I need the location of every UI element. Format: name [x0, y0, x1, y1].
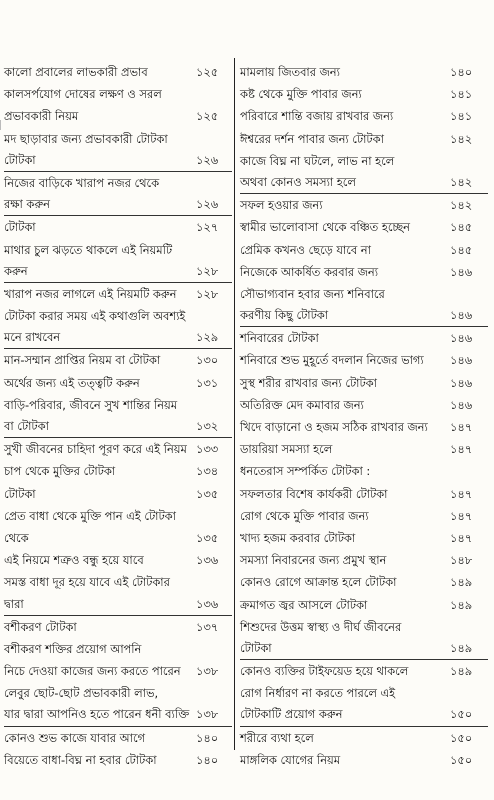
toc-entry-page: ১৪৭	[450, 420, 473, 434]
toc-entry-title: ঈশ্বরের দর্শন পাবার জন্য টোটকা	[240, 131, 384, 146]
toc-entry	[240, 150, 488, 172]
toc-entry-title: সফলতার বিশেষ কার্যকরী টোটকা	[240, 486, 388, 501]
toc-entry	[4, 616, 232, 638]
toc-entry-page: ১৩৭	[196, 619, 219, 634]
toc-entry-title: করণীয় কিছু টোটকা	[240, 308, 329, 323]
toc-entry	[4, 638, 232, 660]
toc-entry	[240, 483, 488, 505]
toc-entry-title: কালসর্পযোগ দোষের লক্ষণ ও সরল	[4, 87, 162, 102]
toc-entry-title: টোটকা	[4, 486, 36, 501]
toc-entry-title: শিশুদের উত্তম স্বাস্থ্য ও দীর্ঘ জীবনের	[240, 619, 402, 634]
toc-entry	[240, 372, 488, 394]
toc-entry-title: সুস্থ শরীর রাখবার জন্য টোটকা	[240, 375, 377, 390]
toc-entry-page: ১৪০	[196, 730, 219, 745]
toc-entry-title: শনিবারে শুভ মুহূর্তে বদলান নিজের ভাগ্য	[240, 353, 424, 368]
toc-entry	[240, 327, 488, 349]
toc-entry	[240, 594, 488, 616]
toc-entry-page: ১২৮	[196, 263, 219, 278]
toc-entry-page: ১৪৫	[450, 220, 473, 235]
toc-entry	[240, 261, 488, 283]
toc-entry-title: টোটকা করার সময় এই কথাগুলি অবশ্যই	[4, 309, 186, 324]
toc-entry-title: অর্থের জন্য এই তত্ত্বটি করুন	[4, 375, 140, 390]
toc-entry	[240, 438, 488, 460]
toc-entry-page: ১৪৭	[450, 442, 473, 457]
toc-entry-title: সমস্ত বাধা দূর হয়ে যাবে এই টোটকার	[4, 575, 170, 590]
toc-entry	[240, 349, 488, 371]
toc-entry	[4, 105, 232, 127]
toc-entry	[4, 305, 232, 327]
toc-entry-page: ১৪৬	[450, 308, 473, 323]
toc-entry	[4, 549, 232, 571]
toc-entry-page: ১২৫	[196, 109, 219, 124]
toc-entry	[240, 616, 488, 638]
toc-entry	[4, 727, 232, 749]
toc-entry-title: কালো প্রবালের লাভকারী প্রভাব	[4, 65, 148, 79]
toc-entry-title: প্রভাবকারী নিয়ম	[4, 109, 79, 124]
toc-entry-page: ১২৭	[196, 220, 219, 235]
toc-entry	[4, 150, 232, 172]
toc-entry-title: স্বামীর ভালোবাসা থেকে বঞ্চিত হচ্ছেন	[240, 220, 410, 235]
toc-entry-page: ১৪৯	[450, 597, 473, 612]
toc-entry-title: টোটকা	[4, 220, 36, 235]
toc-entry-page: ১৪০	[196, 752, 219, 767]
toc-entry	[240, 571, 488, 593]
toc-entry	[4, 83, 232, 105]
toc-entry-page: ১৪৭	[450, 508, 473, 523]
toc-entry	[4, 261, 232, 283]
toc-entry-title: করুন	[4, 263, 28, 278]
toc-entry	[4, 483, 232, 505]
toc-entry	[240, 61, 488, 83]
toc-entry	[240, 505, 488, 527]
toc-entry-title: প্রেমিক কখনও ছেড়ে যাবে না	[240, 242, 371, 257]
toc-entry-title: ডায়রিয়া সমস্যা হলে	[240, 442, 333, 457]
toc-entry-title: দ্বারা	[4, 596, 24, 611]
toc-entry-title: সৌভাগ্যবান হবার জন্য শনিবারে	[240, 286, 385, 301]
toc-entry-title: সুখী জীবনের চাহিদা পূরণ করে এই নিয়ম	[4, 442, 187, 457]
toc-entry-title: বিয়েতে বাধা-বিঘ্ন না হবার টোটকা	[4, 752, 157, 767]
toc-entry-title: খাদ্য হজম করবার টোটকা	[240, 530, 356, 545]
toc-column-right	[240, 61, 488, 771]
toc-entry-title: ক্রমাগত জ্বর আসলে টোটকা	[240, 597, 368, 612]
toc-entry-page: ১৩৬	[196, 596, 219, 611]
toc-entry	[240, 216, 488, 238]
toc-entry	[4, 394, 232, 416]
toc-entry	[240, 749, 488, 771]
toc-entry-title: খারাপ নজর লাগলে এই নিয়মটি করুন	[4, 286, 177, 301]
toc-entry-title: নিচে দেওয়া কাজের জন্য করতে পারেন	[4, 664, 181, 679]
toc-entry	[4, 527, 232, 549]
toc-entry-page: ১২৬	[196, 197, 219, 212]
toc-entry-page: ১৪৬	[450, 331, 473, 346]
toc-entry-title: খিদে বাড়ানো ও হজম সঠিক রাখবার জন্য	[240, 420, 428, 434]
toc-entry-page: ১৪৮	[450, 553, 473, 568]
toc-entry	[240, 549, 488, 571]
toc-entry	[4, 660, 232, 682]
toc-entry-title: বশীকরণ টোটকা	[4, 619, 77, 634]
toc-entry-page: ১৪৬	[450, 353, 473, 368]
toc-entry	[4, 283, 232, 305]
toc-entry-page: ১৪৯	[450, 575, 473, 590]
toc-entry-title: এই নিয়মে শত্রুও বন্ধু হয়ে যাবে	[4, 553, 144, 568]
toc-entry	[4, 416, 232, 438]
toc-entry-page: ১৪১	[450, 87, 473, 102]
column-divider	[234, 58, 235, 750]
toc-entry-title: টোটকা	[4, 152, 36, 167]
toc-entry-title: কোনও ব্যক্তির টাইফয়েড হয়ে থাকলে	[240, 664, 409, 679]
toc-entry-page: ১২৬	[196, 152, 219, 167]
toc-entry	[4, 239, 232, 261]
toc-entry	[4, 128, 232, 150]
toc-entry-page: ১৩৮	[196, 707, 219, 722]
toc-entry	[240, 660, 488, 682]
toc-entry-title: রোগ নির্ধারণ না করতে পারলে এই	[240, 686, 396, 701]
toc-entry	[4, 438, 232, 460]
toc-entry-page: ১৫০	[450, 730, 473, 745]
toc-entry-title: রোগ থেকে মুক্তি পাবার জন্য	[240, 508, 369, 523]
toc-entry	[240, 394, 488, 416]
toc-entry-title: মাথার চুল ঝড়তে থাকলে এই নিয়মটি	[4, 242, 173, 257]
toc-entry-page: ১৪৫	[450, 242, 473, 257]
toc-entry-page: ১৩৬	[196, 553, 219, 568]
toc-entry-title: শনিবারের টোটকা	[240, 331, 319, 346]
toc-entry-page: ১৩৫	[196, 486, 219, 501]
toc-entry-title: বা টোটকা	[4, 419, 49, 433]
toc-entry-title: মনে রাখবেন	[4, 330, 61, 345]
toc-entry	[4, 594, 232, 616]
toc-entry-page: ১৪২	[450, 174, 473, 189]
toc-entry-page: ১২৯	[196, 330, 219, 345]
toc-entry-title: মান-সম্মান প্রাপ্তির নিয়ম বা টোটকা	[4, 353, 161, 368]
toc-entry	[4, 61, 232, 83]
toc-entry	[4, 571, 232, 593]
toc-entry-title: অতিরিক্ত মেদ কমাবার জন্য	[240, 397, 364, 412]
toc-entry-title: পরিবারে শান্তি বজায় রাখবার জন্য	[240, 109, 394, 124]
toc-entry-page: ১৩৩	[196, 442, 219, 457]
toc-entry	[4, 194, 232, 216]
toc-entry-page: ১৪০	[450, 65, 473, 79]
toc-entry	[240, 416, 488, 438]
toc-entry	[240, 727, 488, 749]
toc-entry-page: ১৩২	[196, 419, 219, 433]
toc-entry	[240, 239, 488, 261]
toc-entry-title: কষ্ট থেকে মুক্তি পাবার জন্য	[240, 87, 362, 102]
toc-entry-page: ১৪৬	[450, 375, 473, 390]
toc-entry-title: লেবুর ছোট-ছোট প্রভাবকারী লাভ,	[4, 686, 159, 701]
toc-entry-title: বাড়ি-পরিবার, জীবনে সুখ শান্তির নিয়ম	[4, 397, 178, 412]
toc-entry-title: প্রেত বাধা থেকে মুক্তি পান এই টোটকা	[4, 508, 176, 523]
toc-entry	[240, 704, 488, 726]
toc-entry-page: ১৩০	[196, 353, 219, 368]
toc-entry	[240, 83, 488, 105]
toc-entry-page: ১৪২	[450, 131, 473, 146]
toc-entry-title: মামলায় জিতবার জন্য	[240, 65, 340, 79]
toc-entry-title: বশীকরণ শক্তির প্রয়োগ আপনি	[4, 641, 142, 656]
toc-entry-page: ১৪৬	[450, 264, 473, 279]
toc-entry-page: ১৪৬	[450, 397, 473, 412]
toc-entry-title: টোটকা	[240, 640, 272, 655]
toc-entry-page: ১৪৯	[450, 640, 473, 655]
toc-entry-page: ১৩৪	[196, 464, 219, 479]
toc-entry-title: কোনও শুভ কাজে যাবার আগে	[4, 730, 145, 745]
toc-entry	[240, 638, 488, 660]
toc-entry	[4, 704, 232, 726]
toc-entry	[4, 749, 232, 771]
toc-entry	[240, 194, 488, 216]
toc-entry-title: ধনতেরাস সম্পর্কিত টোটকা :	[240, 464, 371, 479]
toc-entry	[4, 172, 232, 194]
margin-mark	[0, 120, 1, 130]
toc-entry-page: ১২৮	[196, 286, 219, 301]
toc-entry-page: ১৩৮	[196, 664, 219, 679]
toc-entry	[4, 682, 232, 704]
toc-entry	[240, 172, 488, 194]
toc-entry-title: মাঙ্গলিক যোগের নিয়ম	[240, 752, 341, 767]
toc-entry-title: নিজেকে আকর্ষিত করবার জন্য	[240, 264, 379, 279]
toc-entry	[240, 460, 488, 482]
toc-column-left	[4, 61, 232, 771]
toc-entry-title: নিজের বাড়িকে খারাপ নজর থেকে	[4, 175, 160, 190]
toc-entry-title: টোটকাটি প্রয়োগ করুন	[240, 707, 343, 722]
toc-entry-page: ১৪১	[450, 109, 473, 124]
toc-entry-title: মদ ছাড়াবার জন্য প্রভাবকারী টোটকা	[4, 131, 168, 146]
toc-entry-title: সমস্যা নিবারনের জন্য প্রমুখ স্থান	[240, 553, 387, 568]
toc-entry-page: ১৪৭	[450, 530, 473, 545]
toc-entry-page: ১৫০	[450, 707, 473, 722]
toc-entry-title: কোনও রোগে আক্রান্ত হলে টোটকা	[240, 575, 397, 590]
toc-entry-title: যার দ্বারা আপনিও হতে পারেন ধনী ব্যক্তি	[4, 707, 190, 722]
toc-entry	[240, 305, 488, 327]
toc-entry-page: ১৪২	[450, 198, 473, 213]
toc-entry	[240, 682, 488, 704]
toc-entry-title: অথবা কোনও সমস্যা হলে	[240, 174, 356, 189]
toc-entry	[240, 105, 488, 127]
toc-entry	[4, 216, 232, 238]
toc-entry-title: কাজে বিঘ্ন না ঘটলে, লাভ না হলে	[240, 153, 395, 168]
toc-entry	[4, 372, 232, 394]
toc-entry-page: ১৩৫	[196, 530, 219, 545]
toc-entry-page: ১৫০	[450, 752, 473, 767]
toc-entry-page: ১৪৭	[450, 486, 473, 501]
toc-entry-title: চাপ থেকে মুক্তির টোটকা	[4, 464, 116, 479]
toc-entry	[240, 283, 488, 305]
toc-entry	[240, 128, 488, 150]
toc-entry	[4, 460, 232, 482]
toc-entry-page: ১৪৯	[450, 664, 473, 679]
toc-entry	[4, 505, 232, 527]
toc-entry-title: শরীরে ব্যথা হলে	[240, 730, 314, 745]
toc-entry	[4, 327, 232, 349]
toc-entry	[4, 349, 232, 371]
toc-entry	[240, 527, 488, 549]
toc-entry-page: ১২৫	[196, 65, 219, 79]
toc-entry-title: সফল হওয়ার জন্য	[240, 198, 323, 213]
toc-entry-title: থেকে	[4, 530, 29, 545]
toc-entry-title: রক্ষা করুন	[4, 197, 50, 212]
toc-entry-page: ১৩১	[196, 375, 219, 390]
